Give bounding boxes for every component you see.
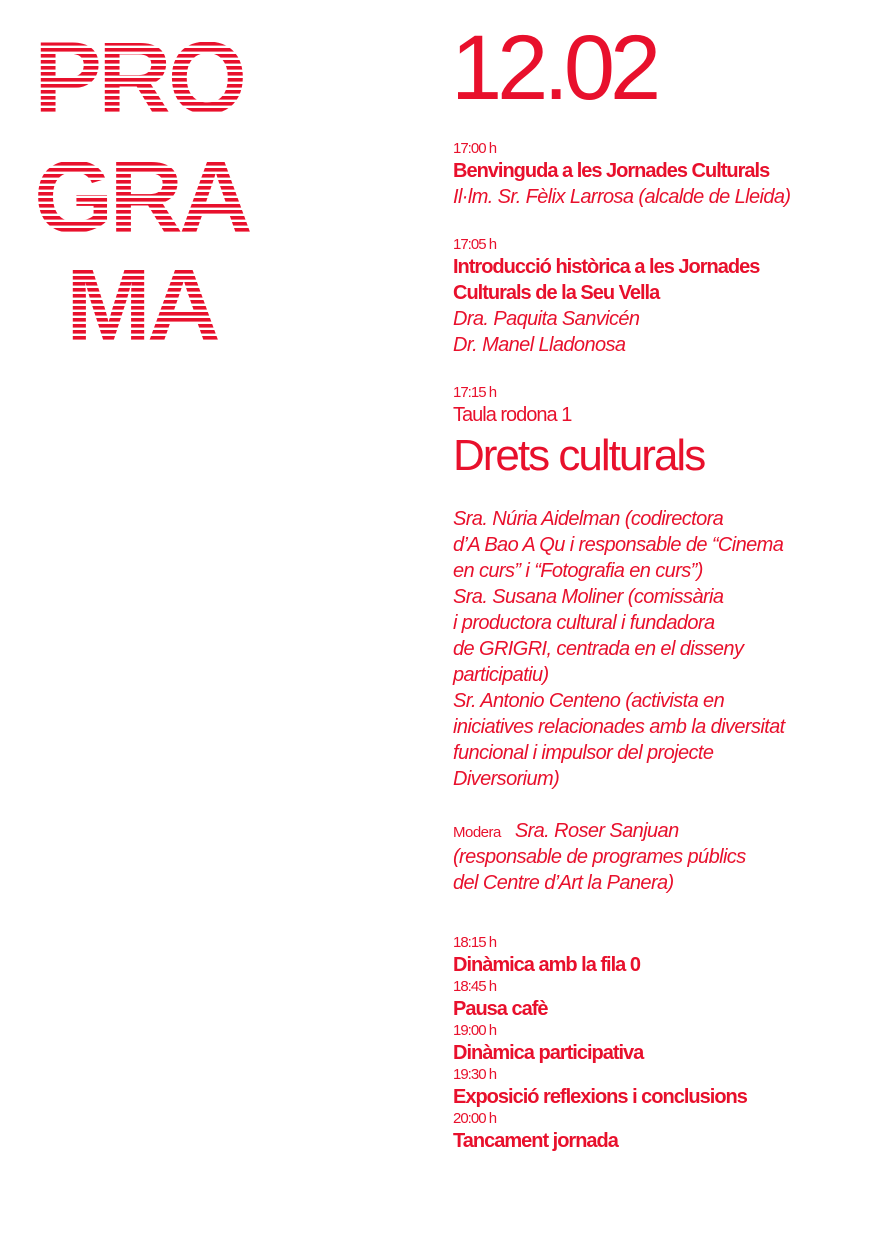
schedule-time: 19:30 h [453,1066,497,1083]
round-table-time: 17:15 h [453,384,497,401]
schedule-title: Exposició reflexions i conclusions [453,1086,747,1108]
schedule-time: 20:00 h [453,1110,497,1127]
schedule-time: 18:15 h [453,934,497,951]
program-list [453,140,863,1154]
participant-line: iniciatives relacionades amb la diversitat [453,716,785,738]
schedule-title: Pausa cafè [453,998,548,1020]
schedule-title: Dinàmica amb la fila 0 [453,954,640,976]
round-table-label: Taula rodona 1 [453,404,572,426]
participant-line: Sra. Susana Moliner (comissària [453,586,724,608]
closing-schedule [453,934,863,1154]
programa-logo [0,0,400,360]
schedule-item [453,978,863,1022]
session-historical-intro [453,236,863,358]
moderator-label: Modera [453,824,501,841]
session-speaker: Il·lm. Sr. Fèlix Larrosa (alcalde de Lleida) [453,186,791,208]
schedule-title: Tancament jornada [453,1130,618,1152]
moderator-line: (responsable de programes públics [453,846,746,868]
participant-line: de GRIGRI, centrada en el disseny [453,638,744,660]
participant-line: participatiu) [453,664,549,686]
schedule-time: 18:45 h [453,978,497,995]
session-speaker: Dra. Paquita Sanvicén [453,308,640,330]
session-speaker: Dr. Manel Lladonosa [453,334,626,356]
participant-line: Sra. Núria Aidelman (codirectora [453,508,724,530]
schedule-item [453,1022,863,1066]
session-welcome [453,140,863,210]
participant-line: Sr. Antonio Centeno (activista en [453,690,725,712]
participant-line: Diversorium) [453,768,560,790]
event-date: 12.02 [451,17,657,119]
participant-line: funcional i impulsor del projecte [453,742,714,764]
participant-line: en curs” i “Fotografia en curs”) [453,560,703,582]
moderator-line: del Centre d’Art la Panera) [453,872,674,894]
session-title: Benvinguda a les Jornades Culturals [453,160,770,182]
participant-line: d’A Bao A Qu i responsable de “Cinema [453,534,784,556]
session-time: 17:05 h [453,236,497,253]
schedule-title: Dinàmica participativa [453,1042,644,1064]
schedule-item [453,1066,863,1110]
schedule-item [453,934,863,978]
session-title-line: Introducció històrica a les Jornades [453,256,760,278]
session-title-line: Culturals de la Seu Vella [453,282,660,304]
moderator-name: Sra. Roser Sanjuan [514,820,679,842]
session-time: 17:00 h [453,140,497,157]
schedule-time: 19:00 h [453,1022,497,1039]
participant-line: i productora cultural i fundadora [453,612,715,634]
round-table-title: Drets culturals [453,431,705,480]
schedule-item [453,1110,863,1154]
moderator [453,818,863,896]
round-table-participants [453,506,863,792]
round-table [453,384,863,482]
